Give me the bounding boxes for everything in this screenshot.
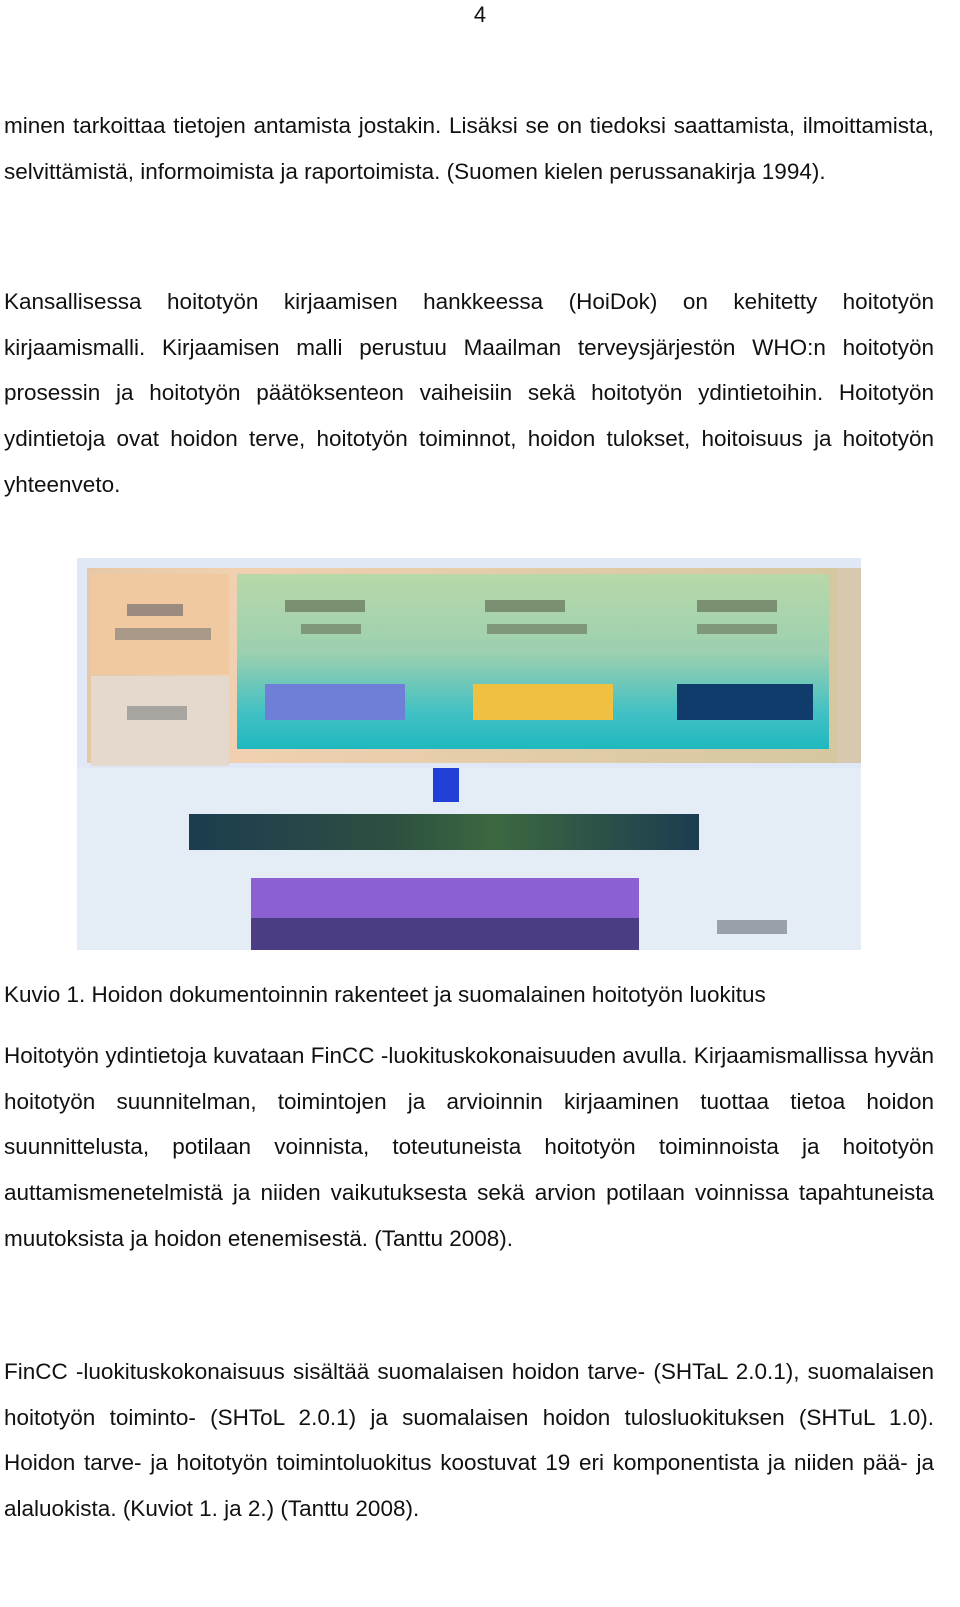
paragraph-3: Hoitotyön ydintietoja kuvataan FinCC -luokituskokonaisuuden avulla. Kirjaamismallissa hyvän hoitotyön suunnitelman, toimintojen ja arvioinnin kirjaaminen tuottaa tietoa hoidon suunnittelusta, potilaan voinnista, toteutuneista hoitotyön toiminnoista ja hoitotyön auttamismenetelmistä ja niiden vaikutuksesta sekä arvion potilaan voinnissa tapahtuneista muutoksista ja hoidon etenemisestä. (Tanttu 2008). xyxy=(4,1043,934,1251)
paragraph-4: FinCC -luokituskokonaisuus sisältää suomalaisen hoidon tarve- (SHTaL 2.0.1), suomalaisen hoitotyön toiminto- (SHToL 2.0.1) ja suomalaisen hoidon tulosluokituksen (SHTuL 1.0). Hoidon tarve- ja hoitotyön toimintoluokitus koostuvat 19 eri komponentista ja niiden pää- ja alaluokista. (Kuviot 1. ja 2.) (Tanttu 2008). xyxy=(4,1359,934,1522)
figure-left-panel-bottom xyxy=(91,676,229,766)
paragraph-2: Kansallisessa hoitotyön kirjaamisen hankkeessa (HoiDok) on kehitetty hoitotyön kirjaamismalli. Kirjaamisen malli perustuu Maailman terveysjärjestön WHO:n hoitotyön prosessin ja hoitotyön päätöksenteon vaiheisiin sekä hoitotyön ydintietoihin. Hoitotyön ydintietoja ovat hoidon terve, hoitotyön toiminnot, hoidon tulokset, hoitoisuus ja hoitotyön yhteenveto. xyxy=(4,289,934,497)
figure-right-edge xyxy=(837,568,861,763)
figure-left-panel-top xyxy=(91,574,229,674)
paragraph-1: minen tarkoittaa tietojen antamista jostakin. Lisäksi se on tiedoksi saattamista, ilmoittamista, selvittämistä, informoimista ja raportoimista. (Suomen kielen perussanakirja 1994). xyxy=(4,113,934,184)
figure-caption: Kuvio 1. Hoidon dokumentoinnin rakenteet ja suomalainen hoitotyön luokitus xyxy=(4,982,766,1007)
figure-dark-box xyxy=(677,684,813,720)
figure-purple-bar xyxy=(251,878,639,918)
figure-yellow-box xyxy=(473,684,613,720)
page-number: 4 xyxy=(473,2,487,27)
figure-blue-box xyxy=(265,684,405,720)
figure-dark-bar xyxy=(189,814,699,850)
figure-purple-bar-dark xyxy=(251,918,639,950)
figure-main-panel xyxy=(237,574,829,749)
figure-pixelated-diagram xyxy=(77,558,861,950)
figure-connector xyxy=(433,768,459,802)
figure-lower-area xyxy=(77,768,861,950)
